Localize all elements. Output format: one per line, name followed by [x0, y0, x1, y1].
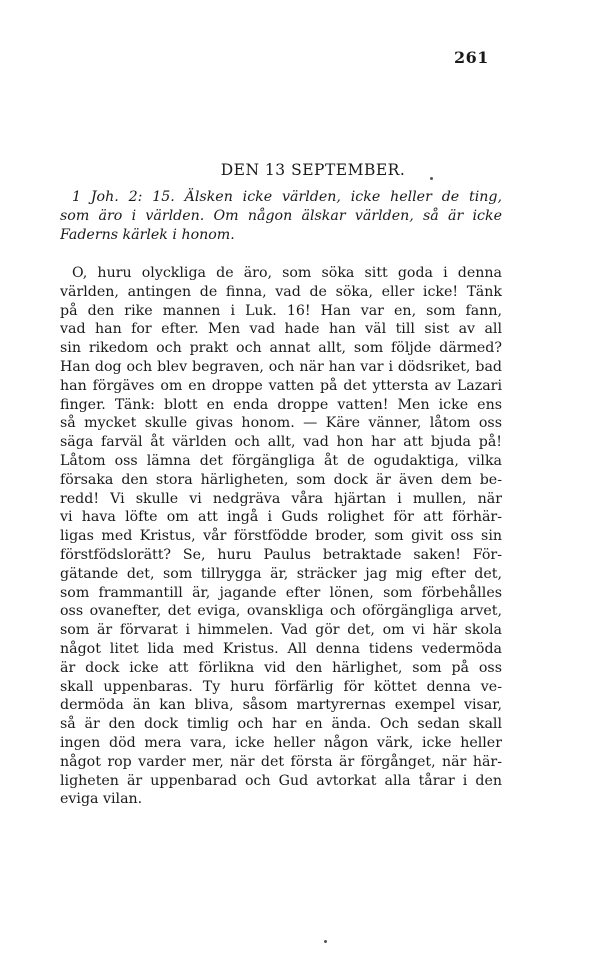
body-line: är dock icke att förlikna vid den härlighet, som på oss [60, 659, 502, 676]
body-line: som är förvarat i himmelen. Vad gör det, om vi här skola [60, 622, 502, 639]
body-line: oss ovanefter, det eviga, ovanskliga och oförgängliga arvet, [60, 603, 502, 620]
body-line: finger. Tänk: blott en enda droppe vatten! Men icke ens [60, 396, 502, 413]
page-number: 261 [454, 48, 489, 67]
body-line: han förgäves om en droppe vatten på det yttersta av Lazari [60, 377, 502, 394]
scripture-passage [60, 188, 502, 244]
body-line: vad han for efter. Men vad hade han väl till sist av all [60, 321, 502, 338]
body-line: världen, antingen de finna, vad de söka, eller icke! Tänk [60, 283, 502, 300]
body-line: försaka den stora härligheten, som dock är även dem be- [60, 471, 502, 488]
body-line: O, huru olyckliga de äro, som söka sitt goda i denna [72, 265, 502, 281]
body-line: Han dog och blev begraven, och när han var i dödsriket, bad [60, 358, 502, 375]
body-line: så är den dock timlig och har en ända. Och sedan skall [60, 716, 502, 733]
body-line: på den rike mannen i Luk. 16! Han var en, som fann, [60, 302, 502, 319]
body-line: ligas med Kristus, vår förstfödde broder, som givit oss sin [60, 528, 502, 545]
body-line: något litet lida med Kristus. All denna tidens vedermöda [60, 640, 502, 657]
print-speck [430, 177, 433, 180]
body-line: eviga vilan. [60, 791, 143, 808]
body-line: något rop varder mer, när det första är förgånget, när här- [60, 753, 502, 770]
body-line: vi hava löfte om att ingå i Guds rolighet för att förhär- [60, 509, 502, 526]
body-line: gätande det, som tillrygga är, sträcker jag mig efter det, [60, 565, 502, 582]
body-line: dermöda än kan bliva, såsom martyrernas exempel visar, [60, 697, 502, 714]
body-line: Låtom oss lämna det förgängliga åt de ogudaktiga, vilka [60, 452, 502, 469]
body-text [60, 264, 502, 809]
body-line: ingen död mera vara, icke heller någon värk, icke heller [60, 734, 502, 751]
scripture-line: Faderns kärlek i honom. [60, 226, 235, 243]
body-line: säga farväl åt världen och allt, vad hon har att bjuda på! [60, 434, 502, 451]
page-heading: DEN 13 SEPTEMBER. [220, 161, 406, 179]
body-line: ligheten är uppenbarad och Gud avtorkat alla tårar i den [60, 772, 502, 789]
scripture-line: 1 Joh. 2: 15. Älsken icke världen, icke heller de ting, [72, 189, 502, 205]
body-line: redd! Vi skulle vi nedgräva våra hjärtan i mullen, när [60, 490, 502, 507]
body-line: förstfödslorätt? Se, huru Paulus betraktade saken! För- [60, 546, 502, 563]
body-line: sin rikedom och prakt och annat allt, som följde därmed? [60, 340, 502, 357]
print-speck [324, 940, 327, 943]
scripture-line: som äro i världen. Om någon älskar världen, så är icke [60, 207, 502, 224]
body-line: så mycket skulle givas honom. — Käre vänner, låtom oss [60, 415, 502, 432]
body-line: som frammantill är, jagande efter lönen, som förbehålles [60, 584, 502, 601]
body-line: skall uppenbaras. Ty huru förfärlig för köttet denna ve- [60, 678, 502, 695]
